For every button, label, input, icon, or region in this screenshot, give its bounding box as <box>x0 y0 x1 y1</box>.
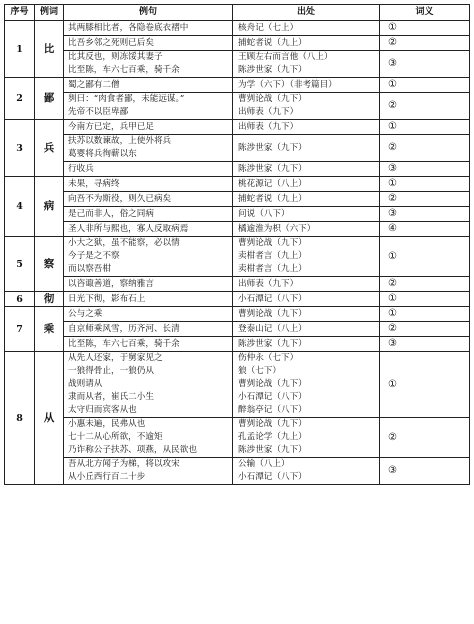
table-row <box>5 337 470 352</box>
document-page <box>4 4 469 620</box>
source-text: 小石潭记（八下） <box>238 293 307 304</box>
table-row <box>5 192 470 207</box>
example-sentence-cell <box>64 307 233 322</box>
table-row <box>5 207 470 222</box>
table-row <box>5 322 470 337</box>
meaning-marker: ③ <box>388 58 397 69</box>
example-sentence: 今南方已定，兵甲已足 <box>68 121 154 132</box>
meaning-marker: ④ <box>388 223 397 234</box>
source-cell <box>233 307 380 322</box>
example-sentence: 是己而非人，俗之同病 <box>68 208 154 219</box>
example-sentence-cell <box>64 135 233 162</box>
source-text: 孔孟论学（九上） <box>238 432 307 442</box>
table-row <box>5 93 470 120</box>
meaning-marker: ① <box>388 121 397 132</box>
meaning-cell <box>380 458 470 485</box>
row-number: 1 <box>5 21 35 78</box>
example-sentence: 其两膝相比者，各隐卷底衣褶中 <box>68 22 189 33</box>
meaning-cell <box>380 307 470 322</box>
source-text: 陈涉世家（九下） <box>238 338 307 349</box>
example-word: 察 <box>35 237 64 292</box>
source-text: 伤仲永（七下） <box>238 353 299 363</box>
example-sentence: 而以察吾柑 <box>68 264 111 274</box>
source-cell <box>233 337 380 352</box>
meaning-cell <box>380 21 470 36</box>
example-sentence-cell <box>64 352 233 418</box>
meaning-marker: ① <box>388 378 397 390</box>
meaning-marker: ② <box>388 431 397 443</box>
example-sentence: 战则请从 <box>68 379 103 389</box>
source-cell <box>233 458 380 485</box>
source-cell <box>233 322 380 337</box>
example-sentence: 小大之狱，虽不能察，必以情 <box>68 238 180 248</box>
source-text: 陈涉世家（九下） <box>238 65 307 75</box>
meaning-marker: ③ <box>388 163 397 174</box>
example-sentence: 未果，寻病终 <box>68 178 120 189</box>
table-row <box>5 36 470 51</box>
source-text: 陈涉世家（九下） <box>238 445 307 455</box>
example-sentence-cell <box>64 51 233 78</box>
table-row <box>5 458 470 485</box>
example-sentence: 比吾乡邻之死则已后矣 <box>68 37 154 48</box>
source-text: 为学（六下）（非考篇目） <box>238 79 337 90</box>
source-text: 出师表（九下） <box>238 278 299 289</box>
example-sentence-cell <box>64 162 233 177</box>
table-row <box>5 162 470 177</box>
example-word: 比 <box>35 21 64 78</box>
example-word: 兵 <box>35 120 64 177</box>
source-text: 小石潭记（八下） <box>238 472 307 482</box>
source-text: 核舟记（七上） <box>238 22 299 33</box>
example-sentence-cell <box>64 322 233 337</box>
example-sentence: 从小丘西行百二十步 <box>68 472 146 482</box>
source-cell <box>233 135 380 162</box>
source-text: 桃花源记（八上） <box>238 178 307 189</box>
meaning-cell <box>380 135 470 162</box>
example-sentence-cell <box>64 177 233 192</box>
source-cell <box>233 207 380 222</box>
example-sentence: 自京师乘风雪，历齐河、长清 <box>68 323 180 334</box>
example-sentence-cell <box>64 207 233 222</box>
table-row <box>5 277 470 292</box>
source-text: 曹刿论战（九下） <box>238 308 307 319</box>
meaning-cell <box>380 277 470 292</box>
table-body <box>5 21 470 485</box>
example-sentence: 太守归而宾客从也 <box>68 405 137 415</box>
row-number: 6 <box>5 292 35 307</box>
example-sentence: 葛婴将兵徇蕲以东 <box>68 149 137 159</box>
row-number: 7 <box>5 307 35 352</box>
row-number: 2 <box>5 78 35 120</box>
meaning-marker: ① <box>388 22 397 33</box>
example-sentence: 今子是之不察 <box>68 251 120 261</box>
table-row <box>5 292 470 307</box>
meaning-marker: ① <box>388 250 397 262</box>
table-row <box>5 135 470 162</box>
header-row <box>5 5 470 21</box>
table-row <box>5 51 470 78</box>
header-example: 例句 <box>64 5 233 21</box>
table-row <box>5 237 470 277</box>
source-cell <box>233 51 380 78</box>
meaning-cell <box>380 418 470 458</box>
source-text: 曹刿论战（九下） <box>238 419 307 429</box>
source-cell <box>233 277 380 292</box>
source-text: 小石潭记（八下） <box>238 392 307 402</box>
example-sentence: 扶苏以数谏故，上使外将兵 <box>68 136 172 146</box>
source-text: 陈涉世家（九下） <box>238 163 307 174</box>
example-word: 彻 <box>35 292 64 307</box>
source-text: 王顾左右而言他（八上） <box>238 52 333 62</box>
example-sentence-cell <box>64 120 233 135</box>
meaning-marker: ① <box>388 293 397 304</box>
example-sentence: 乃诈称公子扶苏、项燕，从民欲也 <box>68 445 197 455</box>
source-text: 橘逾淮为枳（六下） <box>238 223 316 234</box>
meaning-cell <box>380 162 470 177</box>
example-sentence-cell <box>64 222 233 237</box>
example-sentence-cell <box>64 93 233 120</box>
vocabulary-table <box>4 4 470 485</box>
meaning-cell <box>380 78 470 93</box>
source-text: 登泰山记（八上） <box>238 323 307 334</box>
example-sentence: 比其反也，则冻馁其妻子 <box>68 52 163 62</box>
example-sentence-cell <box>64 21 233 36</box>
example-sentence: 七十二从心所欲，不逾矩 <box>68 432 163 442</box>
table-row <box>5 177 470 192</box>
meaning-cell <box>380 93 470 120</box>
meaning-marker: ② <box>388 100 397 111</box>
example-sentence-cell <box>64 237 233 277</box>
meaning-cell <box>380 120 470 135</box>
source-text: 公输（八上） <box>238 459 290 469</box>
example-word: 鄙 <box>35 78 64 120</box>
meaning-cell <box>380 337 470 352</box>
meaning-marker: ② <box>388 193 397 204</box>
table-row <box>5 307 470 322</box>
source-text: 出师表（九下） <box>238 121 299 132</box>
meaning-marker: ② <box>388 37 397 48</box>
meaning-cell <box>380 352 470 418</box>
source-text: 狼（七下） <box>238 366 281 376</box>
meaning-cell <box>380 192 470 207</box>
meaning-cell <box>380 51 470 78</box>
example-sentence-cell <box>64 418 233 458</box>
table-row <box>5 120 470 135</box>
example-sentence: 比至陈，车六七百乘，骑千余 <box>68 65 180 75</box>
source-cell <box>233 78 380 93</box>
example-sentence: 刿曰：“肉食者鄙，未能远谋。” <box>68 94 185 104</box>
example-sentence-cell <box>64 337 233 352</box>
header-seq: 序号 <box>5 5 35 21</box>
table-row <box>5 352 470 418</box>
example-sentence: 蜀之鄙有二僧 <box>68 79 120 90</box>
source-text: 曹刿论战（九下） <box>238 379 307 389</box>
source-text: 捕蛇者说（九上） <box>238 37 307 48</box>
source-text: 出师表（九下） <box>238 107 299 117</box>
meaning-marker: ① <box>388 79 397 90</box>
example-sentence: 公与之乘 <box>68 308 103 319</box>
example-sentence: 以咨诹善道，察纳雅言 <box>68 278 154 289</box>
meaning-marker: ② <box>388 142 397 153</box>
row-number: 5 <box>5 237 35 292</box>
source-cell <box>233 120 380 135</box>
header-meaning: 词义 <box>380 5 470 21</box>
example-sentence: 从先人还家，于舅家见之 <box>68 353 163 363</box>
source-text: 曹刿论战（九下） <box>238 238 307 248</box>
example-sentence: 小惠未遍，民弗从也 <box>68 419 146 429</box>
source-cell <box>233 192 380 207</box>
example-sentence: 一狼得骨止，一狼仍从 <box>68 366 154 376</box>
row-number: 4 <box>5 177 35 237</box>
row-number: 3 <box>5 120 35 177</box>
source-cell <box>233 177 380 192</box>
meaning-cell <box>380 36 470 51</box>
meaning-cell <box>380 222 470 237</box>
source-cell <box>233 36 380 51</box>
table-row <box>5 21 470 36</box>
source-text: 陈涉世家（九下） <box>238 142 307 153</box>
example-sentence: 圣人非所与熙也，寡人反取病焉 <box>68 223 189 234</box>
source-cell <box>233 352 380 418</box>
example-word: 从 <box>35 352 64 485</box>
source-cell <box>233 292 380 307</box>
meaning-marker: ③ <box>388 465 397 476</box>
table-row <box>5 418 470 458</box>
table-row <box>5 222 470 237</box>
source-text: 卖柑者言（九上） <box>238 264 307 274</box>
source-cell <box>233 162 380 177</box>
source-text: 捕蛇者说（九上） <box>238 193 307 204</box>
example-sentence-cell <box>64 277 233 292</box>
source-text: 醉翁亭记（八下） <box>238 405 307 415</box>
example-sentence-cell <box>64 292 233 307</box>
meaning-cell <box>380 292 470 307</box>
source-cell <box>233 237 380 277</box>
example-word: 乘 <box>35 307 64 352</box>
example-sentence-cell <box>64 192 233 207</box>
source-text: 曹刿论战（九下） <box>238 94 307 104</box>
example-sentence: 吾从北方闻子为梯，将以攻宋 <box>68 459 180 469</box>
example-sentence: 行收兵 <box>68 163 94 174</box>
meaning-marker: ② <box>388 278 397 289</box>
meaning-marker: ③ <box>388 338 397 349</box>
source-cell <box>233 93 380 120</box>
meaning-marker: ① <box>388 308 397 319</box>
example-sentence: 先帝不以臣卑鄙 <box>68 107 129 117</box>
example-sentence-cell <box>64 458 233 485</box>
example-sentence-cell <box>64 36 233 51</box>
meaning-cell <box>380 207 470 222</box>
source-cell <box>233 418 380 458</box>
meaning-cell <box>380 322 470 337</box>
header-word: 例词 <box>35 5 64 21</box>
row-number: 8 <box>5 352 35 485</box>
meaning-cell <box>380 177 470 192</box>
source-text: 问说（八下） <box>238 208 290 219</box>
source-text: 卖柑者言（九上） <box>238 251 307 261</box>
example-sentence: 向吾不为斯役，则久已病矣 <box>68 193 172 204</box>
meaning-marker: ② <box>388 323 397 334</box>
meaning-marker: ③ <box>388 208 397 219</box>
meaning-cell <box>380 237 470 277</box>
table-row <box>5 78 470 93</box>
meaning-marker: ① <box>388 178 397 189</box>
header-source: 出处 <box>233 5 380 21</box>
source-cell <box>233 222 380 237</box>
example-sentence: 隶而从者，崔氏二小生 <box>68 392 154 402</box>
source-cell <box>233 21 380 36</box>
example-sentence: 日光下彻，影布石上 <box>68 293 146 304</box>
example-sentence: 比至陈，车六七百乘，骑千余 <box>68 338 180 349</box>
example-word: 病 <box>35 177 64 237</box>
example-sentence-cell <box>64 78 233 93</box>
